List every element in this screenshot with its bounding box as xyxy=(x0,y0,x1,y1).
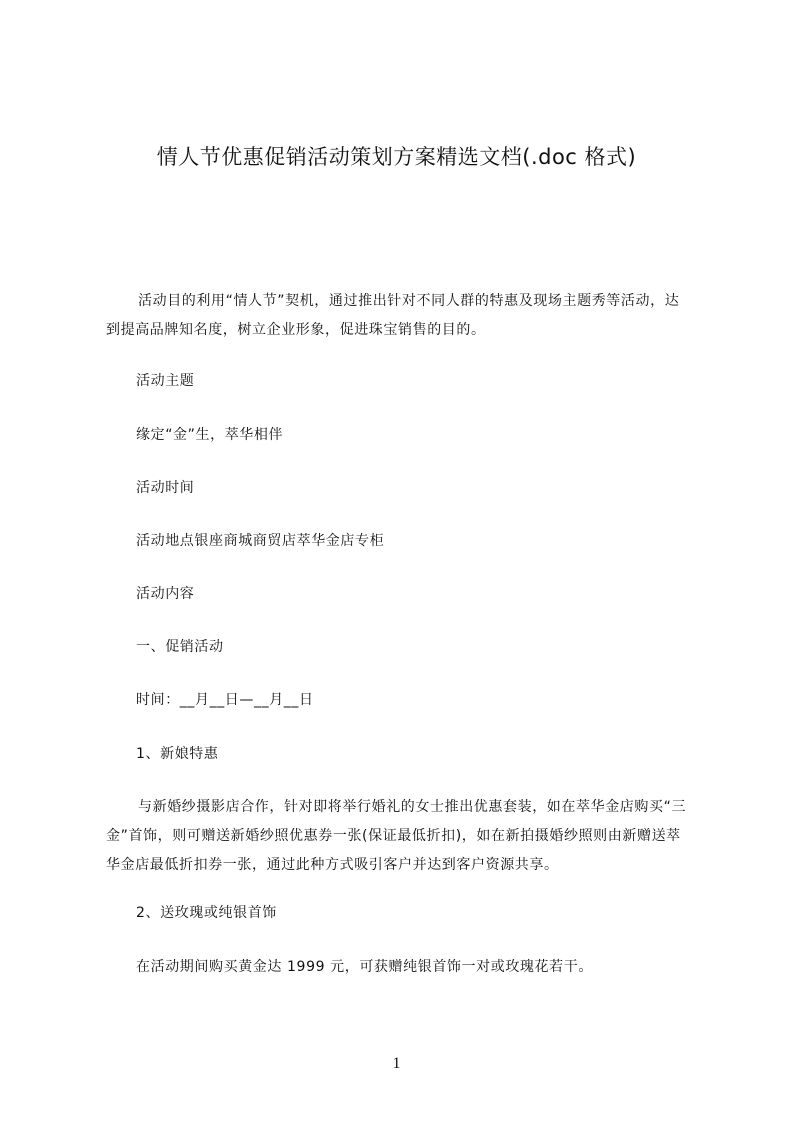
item-two-heading: 2、送玫瑰或纯银首饰 xyxy=(136,905,277,921)
theme-text: 缘定“金”生，萃华相伴 xyxy=(136,427,284,443)
document-title: 情人节优惠促销活动策划方案精选文档(.doc 格式) xyxy=(156,145,637,169)
page-number: 1 xyxy=(392,1055,401,1072)
theme-heading: 活动主题 xyxy=(136,373,195,389)
content-heading: 活动内容 xyxy=(136,586,195,602)
item-one-heading: 1、新娘特惠 xyxy=(136,746,219,762)
section-one-heading: 一、促销活动 xyxy=(136,639,224,655)
location-text: 活动地点银座商城商贸店萃华金店专柜 xyxy=(136,533,385,549)
intro-paragraph: 活动目的利用“情人节”契机，通过推出针对不同人群的特惠及现场主题秀等活动，达到提高品牌知名度，树立企业形象，促进珠宝销售的目的。 xyxy=(106,293,680,338)
item-two-body: 在活动期间购买黄金达 1999 元，可获赠纯银首饰一对或玫瑰花若干。 xyxy=(136,959,593,975)
time-heading: 活动时间 xyxy=(136,480,195,496)
section-one-time: 时间：__月__日—__月__日 xyxy=(136,692,314,708)
item-one-body: 与新婚纱摄影店合作，针对即将举行婚礼的女士推出优惠套装，如在萃华金店购买“三金”首饰，则可赠送新婚纱照优惠券一张(保证最低折扣)，如在新拍摄婚纱照则由新赠送萃华金店最低折扣券一张，通过此种方式吸引客户并达到客户资源共享。 xyxy=(106,799,687,873)
